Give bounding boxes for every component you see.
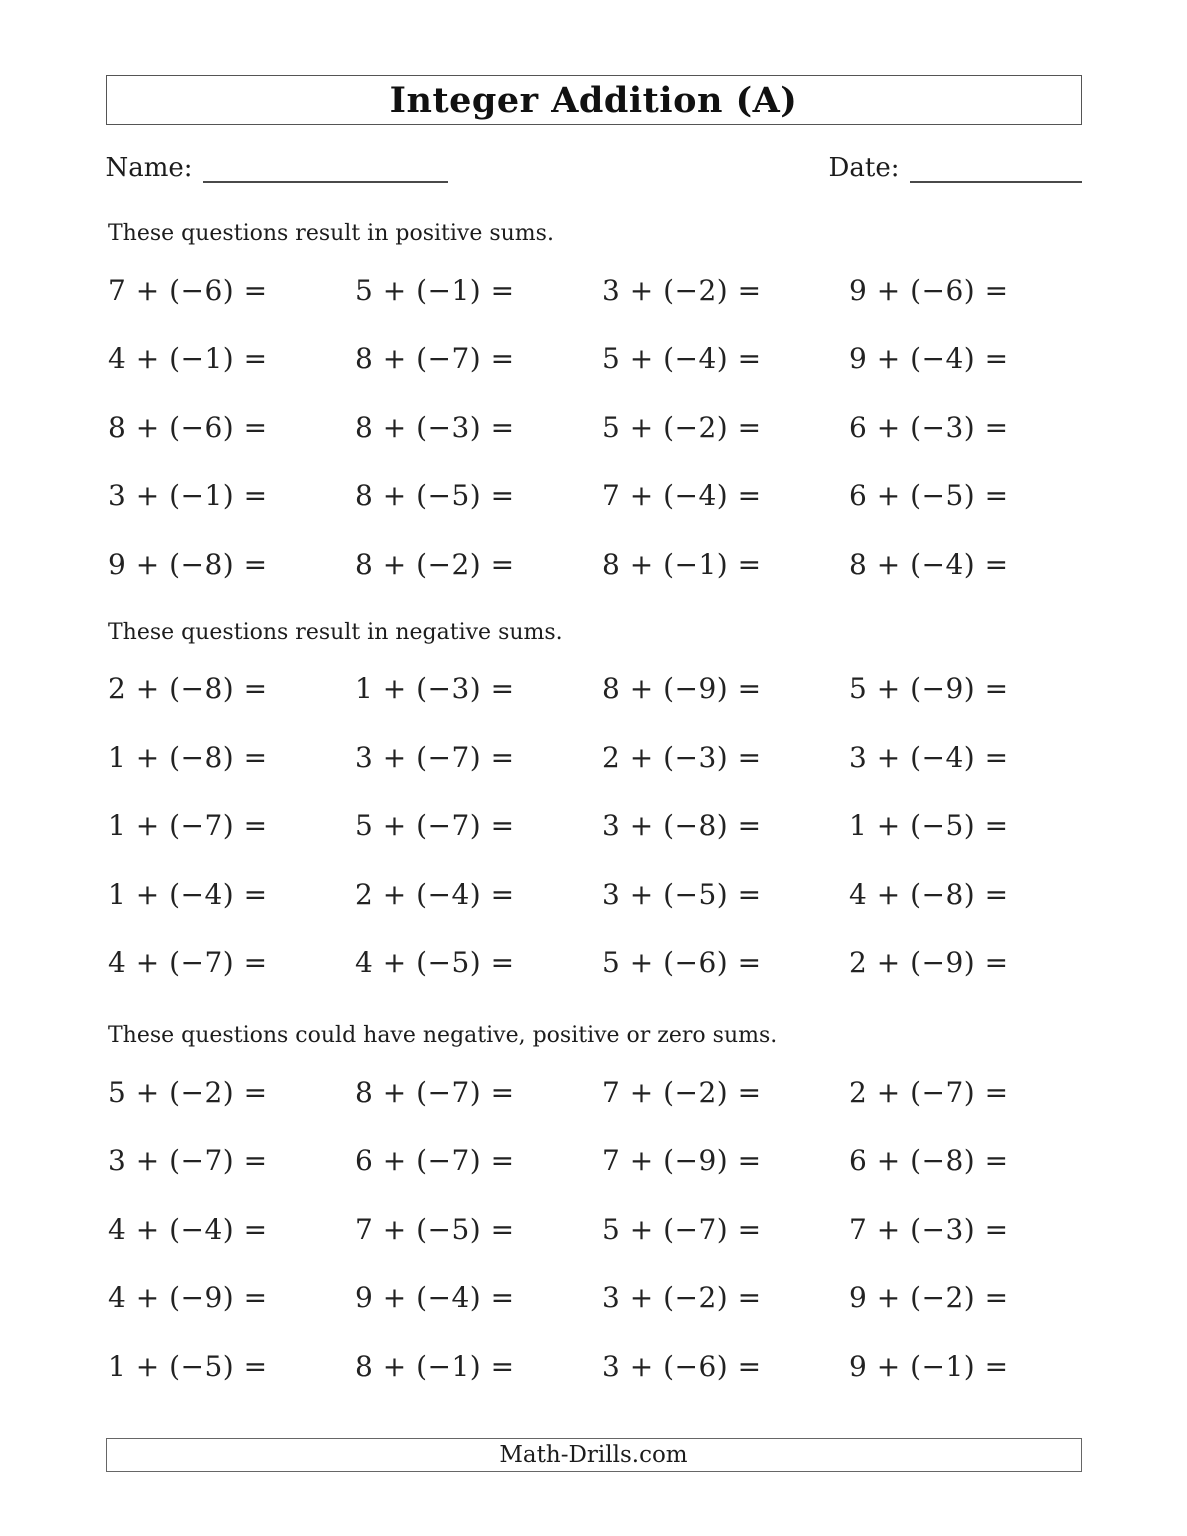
problem: 7 + (−9) = [602,1144,762,1178]
problem: 1 + (−3) = [355,672,515,706]
problem: 8 + (−4) = [849,547,1009,581]
problem: 4 + (−7) = [108,946,268,980]
problem: 3 + (−1) = [108,479,268,513]
problem: 2 + (−7) = [849,1075,1009,1109]
name-blank-line [203,155,448,183]
problem: 9 + (−4) = [849,342,1009,376]
problem: 5 + (−7) = [355,809,515,843]
problems-grid [108,655,1187,998]
problem: 1 + (−7) = [108,809,268,843]
section-instruction: These questions result in positive sums. [108,221,554,246]
problem: 5 + (−2) = [108,1075,268,1109]
problem: 4 + (−1) = [108,342,268,376]
problem: 8 + (−6) = [108,410,268,444]
problem: 8 + (−7) = [355,1075,515,1109]
problem: 3 + (−7) = [108,1144,268,1178]
problem: 5 + (−4) = [602,342,762,376]
problem: 5 + (−1) = [355,273,515,307]
worksheet-section [108,618,1187,998]
problem: 9 + (−4) = [355,1281,515,1315]
problem: 5 + (−9) = [849,672,1009,706]
problem: 2 + (−9) = [849,946,1009,980]
problem: 2 + (−8) = [108,672,268,706]
problem: 7 + (−5) = [355,1212,515,1246]
problem: 4 + (−9) = [108,1281,268,1315]
worksheet-section [108,1021,1187,1401]
footer-brand: Math-Drills.com [499,1442,688,1468]
problems-grid [108,256,1187,599]
problem: 9 + (−1) = [849,1349,1009,1383]
problem: 2 + (−4) = [355,877,515,911]
problem: 9 + (−8) = [108,547,268,581]
problem: 8 + (−1) = [355,1349,515,1383]
problem: 3 + (−2) = [602,1281,762,1315]
name-date-row [106,153,1082,183]
problem: 2 + (−3) = [602,740,762,774]
problem: 9 + (−2) = [849,1281,1009,1315]
problem: 1 + (−5) = [849,809,1009,843]
date-label: Date: [828,153,900,183]
problem: 5 + (−2) = [602,410,762,444]
problem: 6 + (−3) = [849,410,1009,444]
problem: 8 + (−9) = [602,672,762,706]
problem: 7 + (−4) = [602,479,762,513]
problem: 4 + (−5) = [355,946,515,980]
problem: 3 + (−8) = [602,809,762,843]
problem: 3 + (−5) = [602,877,762,911]
problem: 6 + (−5) = [849,479,1009,513]
problem: 5 + (−7) = [602,1212,762,1246]
problem: 8 + (−5) = [355,479,515,513]
problems-grid [108,1058,1187,1401]
problem: 8 + (−1) = [602,547,762,581]
problem: 1 + (−5) = [108,1349,268,1383]
problem: 5 + (−6) = [602,946,762,980]
problem: 3 + (−4) = [849,740,1009,774]
name-field [106,153,448,183]
worksheet-title: Integer Addition (A) [389,79,798,121]
section-instruction: These questions could have negative, positive or zero sums. [108,1023,778,1048]
worksheet-title-box [106,75,1082,125]
problem-sections [108,219,1187,1401]
problem: 3 + (−2) = [602,273,762,307]
problem: 3 + (−6) = [602,1349,762,1383]
problem: 4 + (−8) = [849,877,1009,911]
problem: 8 + (−7) = [355,342,515,376]
problem: 1 + (−8) = [108,740,268,774]
worksheet-section [108,219,1187,599]
problem: 3 + (−7) = [355,740,515,774]
section-instruction: These questions result in negative sums. [108,619,563,645]
name-label: Name: [105,153,193,183]
problem: 7 + (−3) = [849,1212,1009,1246]
date-blank-line [910,155,1082,183]
footer-box [106,1438,1082,1472]
problem: 7 + (−6) = [108,273,268,307]
date-field [829,153,1082,183]
problem: 8 + (−3) = [355,410,515,444]
problem: 9 + (−6) = [849,273,1009,307]
problem: 8 + (−2) = [355,547,515,581]
problem: 1 + (−4) = [108,877,268,911]
problem: 6 + (−7) = [355,1144,515,1178]
problem: 7 + (−2) = [602,1075,762,1109]
problem: 6 + (−8) = [849,1144,1009,1178]
problem: 4 + (−4) = [108,1212,268,1246]
